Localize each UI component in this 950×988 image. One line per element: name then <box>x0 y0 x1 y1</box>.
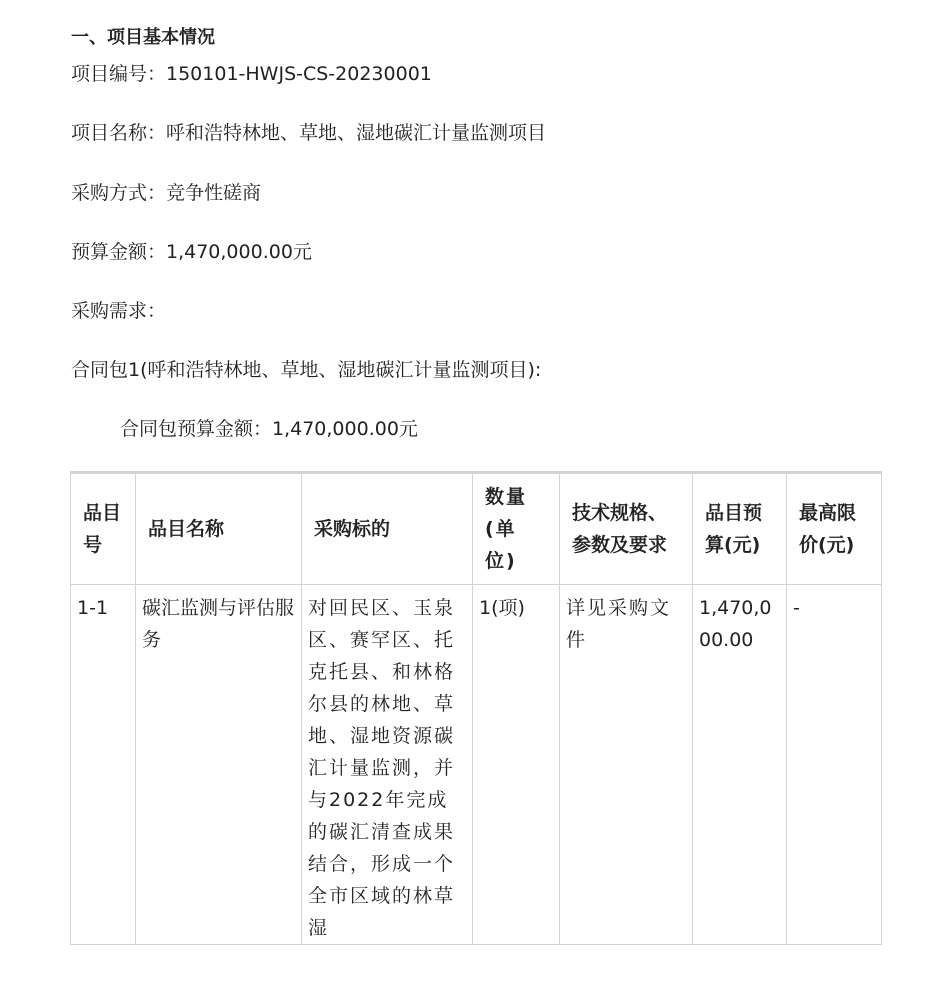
project-name: 项目名称：呼和浩特林地、草地、湿地碳汇计量监测项目 <box>71 122 547 144</box>
section-heading: 一、项目基本情况 <box>71 27 215 48</box>
cell-spec: 详见采购文件 <box>560 585 693 945</box>
requirements-label: 采购需求： <box>71 300 167 322</box>
package-budget: 合同包预算金额：1,470,000.00元 <box>120 418 418 440</box>
header-spec: 技术规格、参数及要求 <box>560 473 693 585</box>
cell-item-no: 1-1 <box>71 585 136 945</box>
header-item-no: 品目号 <box>71 473 136 585</box>
table-row <box>71 585 882 945</box>
table-header-row <box>71 473 882 585</box>
cell-item-budget: 1,470,000.00 <box>693 585 787 945</box>
header-item-budget: 品目预算(元) <box>693 473 787 585</box>
cell-target: 对回民区、玉泉区、赛罕区、托克托县、和林格尔县的林地、草地、湿地资源碳汇计量监测，并与2022年完成的碳汇清查成果结合，形成一个全市区域的林草湿 <box>302 585 473 945</box>
header-item-name: 品目名称 <box>136 473 302 585</box>
cell-quantity: 1(项) <box>473 585 560 945</box>
project-number: 项目编号：150101-HWJS-CS-20230001 <box>71 63 432 85</box>
contract-package: 合同包1(呼和浩特林地、草地、湿地碳汇计量监测项目): <box>71 359 542 381</box>
items-table <box>70 471 882 945</box>
budget-amount: 预算金额：1,470,000.00元 <box>71 241 312 263</box>
header-target: 采购标的 <box>302 473 473 585</box>
header-quantity: 数量(单位) <box>473 473 560 585</box>
procurement-method: 采购方式：竞争性磋商 <box>71 182 262 204</box>
cell-max-price: - <box>787 585 882 945</box>
header-max-price: 最高限价(元) <box>787 473 882 585</box>
cell-item-name: 碳汇监测与评估服务 <box>136 585 302 945</box>
